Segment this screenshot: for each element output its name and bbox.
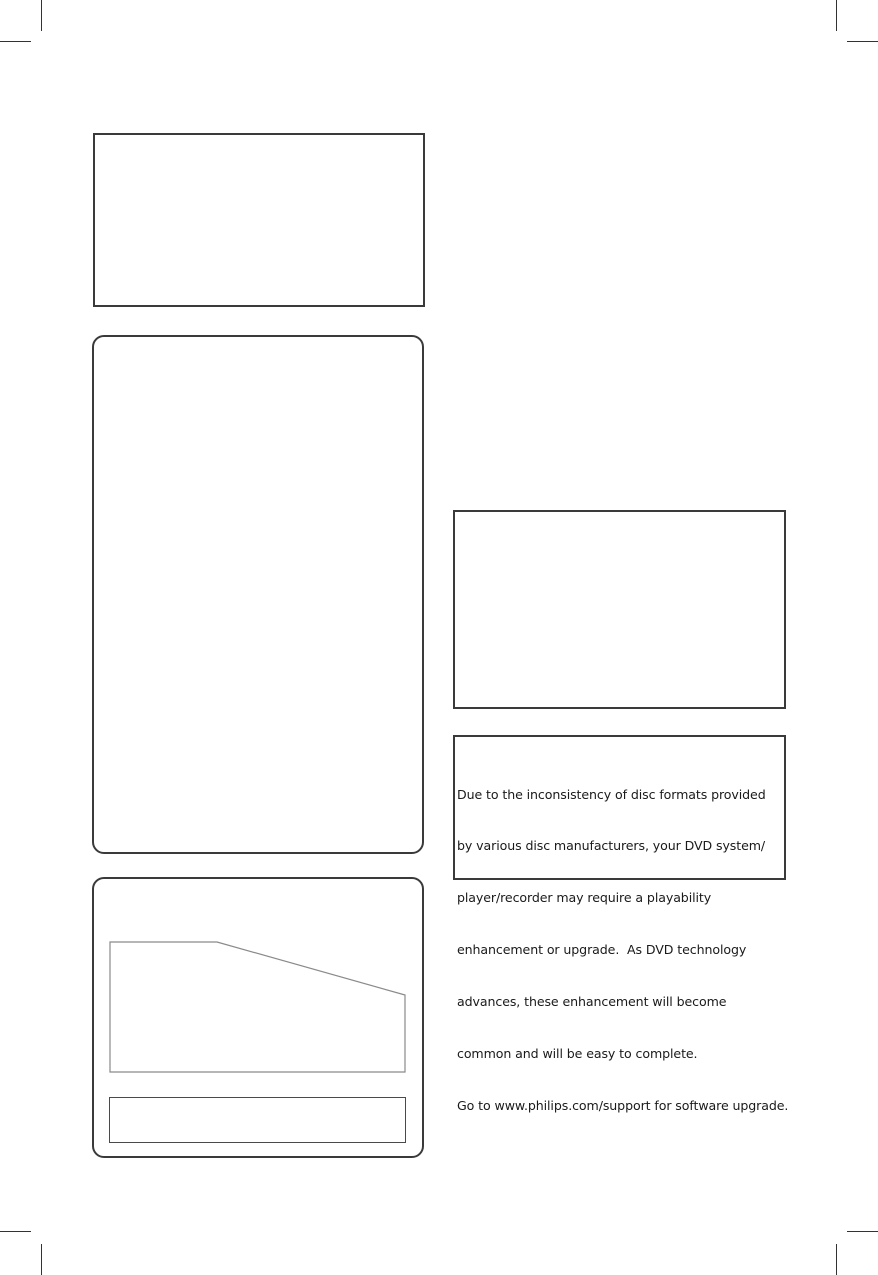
crop-mark-top-right-vertical <box>836 0 837 31</box>
notice-line: enhancement or upgrade. As DVD technology <box>457 942 747 958</box>
notice-line: common and will be easy to complete. <box>457 1046 698 1062</box>
notice-line-support-link: Go to www.philips.com/support for software upgrade. <box>457 1097 789 1113</box>
crop-mark-top-right-horizontal <box>847 41 878 42</box>
crop-mark-top-left-horizontal <box>0 41 31 42</box>
upgrade-notice-text <box>457 751 787 1132</box>
crop-mark-bottom-left-horizontal <box>0 1231 31 1232</box>
notice-line: Due to the inconsistency of disc formats provided <box>457 786 766 802</box>
notice-line: advances, these enhancement will become <box>457 994 727 1010</box>
crop-mark-bottom-right-horizontal <box>847 1231 878 1232</box>
empty-box-top-left <box>93 133 425 307</box>
label-bottom-strip <box>109 1097 406 1143</box>
empty-rounded-panel-left <box>92 335 424 854</box>
notice-line: player/recorder may require a playability <box>457 890 712 906</box>
notice-line: by various disc manufacturers, your DVD system/ <box>457 838 766 854</box>
empty-box-right <box>453 510 786 709</box>
crop-mark-bottom-left-vertical <box>41 1244 42 1275</box>
crop-mark-top-left-vertical <box>41 0 42 31</box>
crop-mark-bottom-right-vertical <box>836 1244 837 1275</box>
label-outline-shape <box>108 940 408 1074</box>
